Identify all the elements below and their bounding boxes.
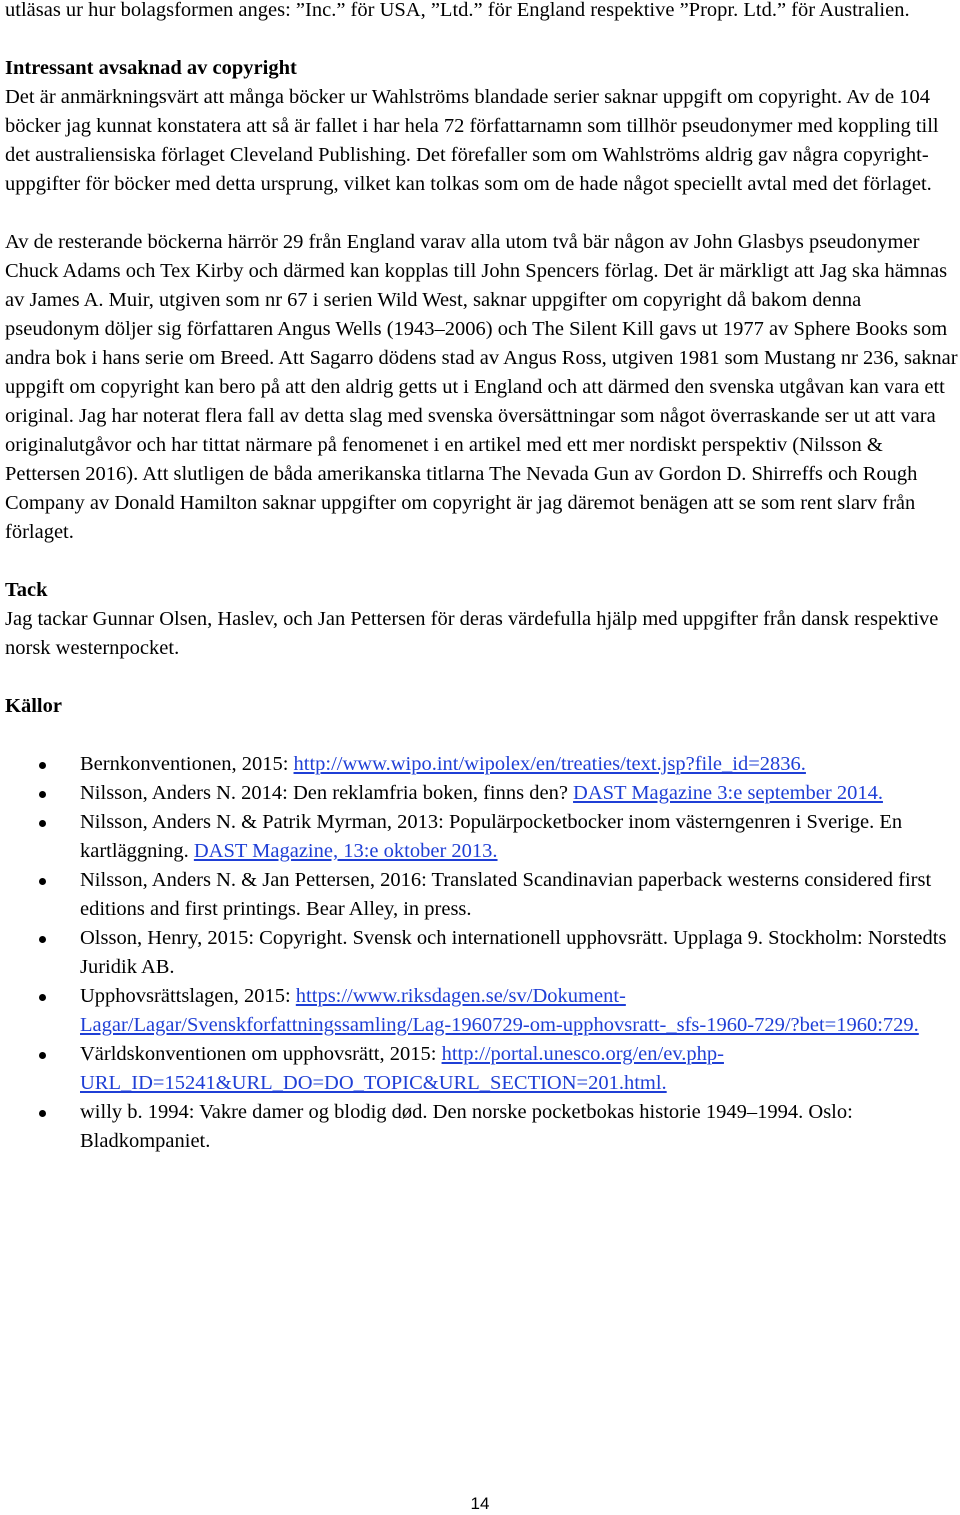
- list-item: [5, 750, 960, 779]
- bullet-icon: [39, 878, 46, 885]
- list-item: [5, 1040, 960, 1098]
- bullet-icon: [39, 936, 46, 943]
- bullet-icon: [39, 791, 46, 798]
- reference-text: Nilsson, Anders N. & Jan Pettersen, 2016: Translated Scandinavian paperback westerns considered first editions and first printings. Bear Alley, in press.: [80, 869, 932, 920]
- acknowledgements-heading: Tack: [5, 579, 48, 601]
- bullet-icon: [39, 820, 46, 827]
- copyright-section: [5, 54, 960, 547]
- document-page: [5, 0, 960, 1156]
- reference-text: Upphovsrättslagen, 2015:: [80, 985, 296, 1007]
- reference-link[interactable]: DAST Magazine 3:e september 2014.: [573, 782, 883, 804]
- bullet-icon: [39, 994, 46, 1001]
- reference-text: Världskonventionen om upphovsrätt, 2015:: [80, 1043, 442, 1065]
- acknowledgements-section: [5, 576, 960, 663]
- intro-paragraph: utläsas ur hur bolagsformen anges: ”Inc.” för USA, ”Ltd.” för England respektive ”Propr. Ltd.” för Australien.: [5, 0, 910, 21]
- reference-text: Nilsson, Anders N. & Patrik Myrman, 2013: Populärpocketbocker inom västerngenren i Sverige. En kartläggning.: [80, 811, 903, 862]
- list-item: [5, 779, 960, 808]
- reference-link[interactable]: https://www.riksdagen.se/sv/Dokument-Lagar/Lagar/Svenskforfattningssamling/Lag-1960729-om-upphovsratt-_sfs-1960-729/?bet=1960:729.: [80, 985, 919, 1036]
- reference-text: Nilsson, Anders N. 2014: Den reklamfria boken, finns den?: [80, 782, 574, 804]
- bullet-icon: [39, 762, 46, 769]
- bullet-icon: [39, 1110, 46, 1117]
- list-item: [5, 808, 960, 866]
- list-item: [5, 982, 960, 1040]
- page-number: 14: [470, 1494, 490, 1513]
- reference-link[interactable]: DAST Magazine, 13:e oktober 2013.: [193, 840, 498, 862]
- list-item: [5, 924, 960, 982]
- copyright-paragraph-2: Av de resterande böckerna härrör 29 från England varav alla utom två bär någon av John Glasbys pseudonymer Chuck Adams och Tex Kirby och därmed kan kopplas till John Spencers förlag. Det är märkligt att Jag ska hämnas av James A. Muir, utgiven som nr 67 i serien Wild West, saknar uppgifter om copyright då bakom denna pseudonym döljer sig författaren Angus Wells (1943–2006) och The Silent Kill gavs ut 1977 av Sphere Books som andra bok i hans serie om Breed. Att Sagarro dödens stad av Angus Ross, utgiven 1981 som Mustang nr 236, saknar uppgift om copyright kan bero på att den aldrig getts ut i England och att därmed den svenska utgåvan kan vara ett original. Jag har noterat flera fall av detta slag med svenska översättningar som något överraskande ser ut att vara originalutgåvor och har tittat närmare på fenomenet i en artikel med ett mer nordiskt perspektiv (Nilsson & Pettersen 2016). Att slutligen de båda amerikanska titlarna The Nevada Gun av Gordon D. Shirreffs och Rough Company av Donald Hamilton saknar uppgifter om copyright är jag däremot benägen att se som rent slarv från förlaget.: [5, 231, 958, 543]
- reference-link[interactable]: http://portal.unesco.org/en/ev.php-URL_ID=15241&URL_DO=DO_TOPIC&URL_SECTION=201.html.: [80, 1043, 724, 1094]
- sources-section: [5, 692, 960, 1156]
- reference-link[interactable]: http://www.wipo.int/wipolex/en/treaties/text.jsp?file_id=2836.: [293, 753, 806, 775]
- list-item: [5, 866, 960, 924]
- copyright-heading: Intressant avsaknad av copyright: [5, 57, 297, 79]
- reference-text: willy b. 1994: Vakre damer og blodig død. Den norske pocketbokas historie 1949–1994. Oslo: Bladkompaniet.: [80, 1101, 853, 1152]
- sources-heading: Källor: [5, 695, 62, 717]
- sources-list: [5, 750, 960, 1156]
- list-item: [5, 1098, 960, 1156]
- acknowledgements-text: Jag tackar Gunnar Olsen, Haslev, och Jan Pettersen för deras värdefulla hjälp med uppgifter från dansk respektive norsk westernpocket.: [5, 608, 939, 659]
- copyright-paragraph-1: Det är anmärkningsvärt att många böcker ur Wahlströms blandade serier saknar uppgift om copyright. Av de 104 böcker jag kunnat konstatera att så är fallet i har hela 72 författarnamn som tillhör pseudonymer med koppling till det australiensiska förlaget Cleveland Publishing. Det förefaller som om Wahlströms aldrig gav några copyright-uppgifter för böcker med detta ursprung, vilket kan tolkas som om de hade något speciellt avtal med det förlaget.: [5, 86, 939, 195]
- reference-text: Bernkonventionen, 2015:: [80, 753, 294, 775]
- bullet-icon: [39, 1052, 46, 1059]
- reference-text: Olsson, Henry, 2015: Copyright. Svensk och internationell upphovsrätt. Upplaga 9. Stockholm: Norstedts Juridik AB.: [80, 927, 947, 978]
